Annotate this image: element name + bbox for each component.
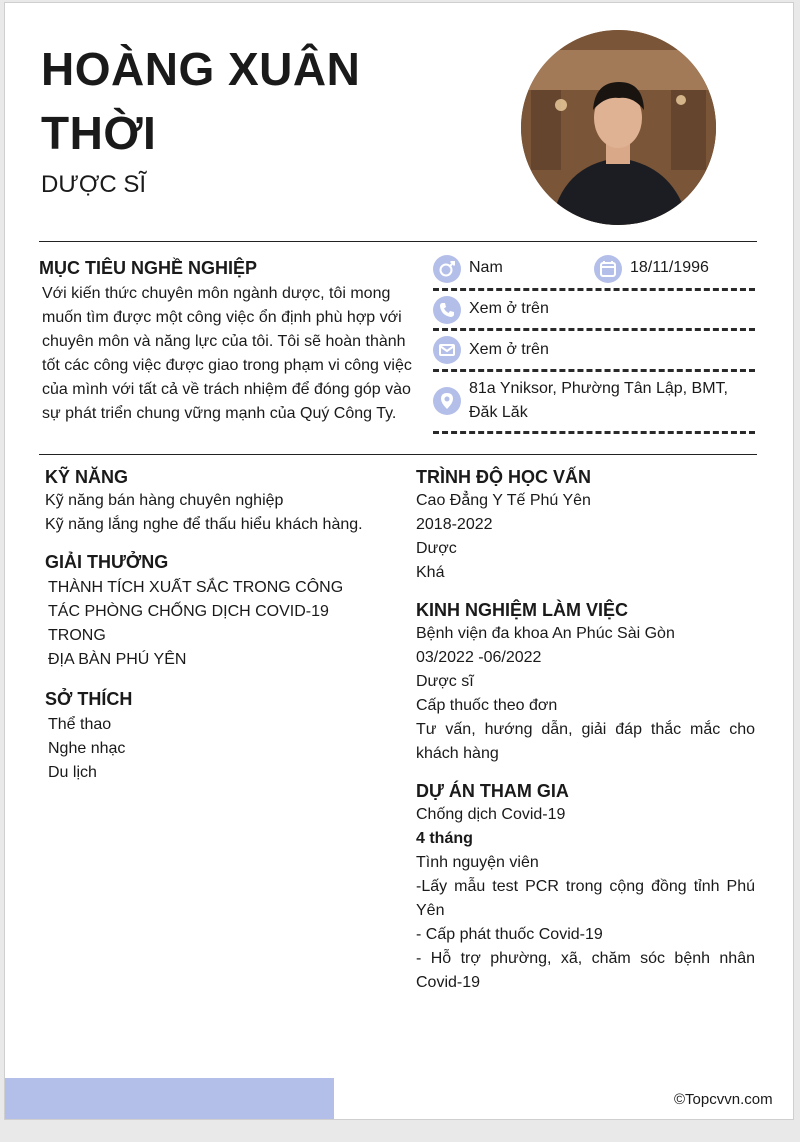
- objective-line: tốt các công việc được giao trong phạm vi công việc: [42, 357, 412, 374]
- address-line-1: 81a Yniksor, Phường Tân Lập, BMT,: [469, 380, 728, 397]
- project-task: - Cấp phát thuốc Covid-19: [416, 926, 603, 943]
- cv-page: [4, 2, 794, 1120]
- project-name: Chống dịch Covid-19: [416, 806, 566, 823]
- hobbies-title: SỞ THÍCH: [45, 689, 133, 709]
- address-line-2: Đăk Lăk: [469, 404, 528, 421]
- project-duration: 4 tháng: [416, 830, 473, 847]
- hobby-item: Du lịch: [48, 764, 97, 781]
- award-line: TÁC PHÒNG CHỐNG DỊCH COVID-19: [48, 603, 329, 620]
- phone-icon: [433, 296, 461, 324]
- education-major: Dược: [416, 540, 457, 557]
- education-grade: Khá: [416, 564, 445, 581]
- footer-copyright: ©Topcvvn.com: [674, 1091, 773, 1108]
- name-line-1: HOÀNG XUÂN: [41, 43, 361, 95]
- birthday-value: 18/11/1996: [630, 259, 709, 276]
- experience-position: Dược sĩ: [416, 673, 474, 690]
- skills-title: KỸ NĂNG: [45, 467, 129, 487]
- experience-company: Bệnh viện đa khoa An Phúc Sài Gòn: [416, 625, 675, 642]
- project-task: -Lấy mẫu test PCR trong cộng đồng tỉnh Phú Yên: [416, 878, 755, 919]
- experience-period: 03/2022 -06/2022: [416, 649, 542, 666]
- email-icon: [433, 336, 461, 364]
- hobby-item: Nghe nhạc: [48, 740, 126, 757]
- education-title: TRÌNH ĐỘ HỌC VẤN: [416, 467, 591, 487]
- skill-item: Kỹ năng lắng nghe để thấu hiểu khách hàng.: [45, 516, 363, 533]
- experience-title: KINH NGHIỆM LÀM VIỆC: [416, 600, 629, 620]
- location-icon: [433, 387, 461, 415]
- job-title: DƯỢC SĨ: [41, 171, 147, 198]
- awards-title: GIẢI THƯỞNG: [45, 552, 169, 572]
- hobby-item: Thể thao: [48, 716, 112, 733]
- experience-task: Cấp thuốc theo đơn: [416, 697, 558, 714]
- education-school: Cao Đẳng Y Tế Phú Yên: [416, 492, 591, 509]
- calendar-icon: [594, 255, 622, 283]
- project-task: - Hỗ trợ phường, xã, chăm sóc bệnh nhân Covid-19: [416, 950, 755, 991]
- objective-line: muốn tìm được một công việc ổn định phù hợp với: [42, 309, 402, 326]
- award-line: TRONG: [48, 627, 106, 644]
- candidate-name: [41, 37, 461, 165]
- name-line-2: THỜI: [41, 107, 157, 159]
- objective-title: MỤC TIÊU NGHỀ NGHIỆP: [39, 258, 258, 278]
- objective-line: của mình với tất cả về trách nhiệm để đóng góp vào: [42, 381, 411, 398]
- portrait-illustration: [521, 30, 716, 225]
- gender-icon: [433, 255, 461, 283]
- projects-title: DỰ ÁN THAM GIA: [416, 781, 569, 801]
- contact-divider: [433, 369, 755, 372]
- email-value: Xem ở trên: [469, 341, 549, 358]
- experience-task: Tư vấn, hướng dẫn, giải đáp thắc mắc cho khách hàng: [416, 721, 755, 762]
- contact-divider: [433, 431, 755, 434]
- objective-line: Với kiến thức chuyên môn ngành dược, tôi mong: [42, 285, 391, 302]
- education-period: 2018-2022: [416, 516, 493, 533]
- header-divider: [39, 241, 757, 242]
- gender-value: Nam: [469, 259, 503, 276]
- award-line: ĐỊA BÀN PHÚ YÊN: [48, 651, 187, 668]
- section-divider: [39, 454, 757, 455]
- profile-photo: [521, 30, 716, 225]
- phone-value: Xem ở trên: [469, 300, 549, 317]
- contact-divider: [433, 328, 755, 331]
- contact-divider: [433, 288, 755, 291]
- project-role: Tình nguyện viên: [416, 854, 539, 871]
- objective-line: chuyên môn và năng lực của tôi. Tôi sẽ hoàn thành: [42, 333, 406, 350]
- objective-line: sự phát triển chung vững mạnh của Quý Công Ty.: [42, 405, 397, 422]
- footer-accent-bar: [5, 1078, 334, 1120]
- skill-item: Kỹ năng bán hàng chuyên nghiệp: [45, 492, 284, 509]
- award-line: THÀNH TÍCH XUẤT SẮC TRONG CÔNG: [48, 579, 344, 596]
